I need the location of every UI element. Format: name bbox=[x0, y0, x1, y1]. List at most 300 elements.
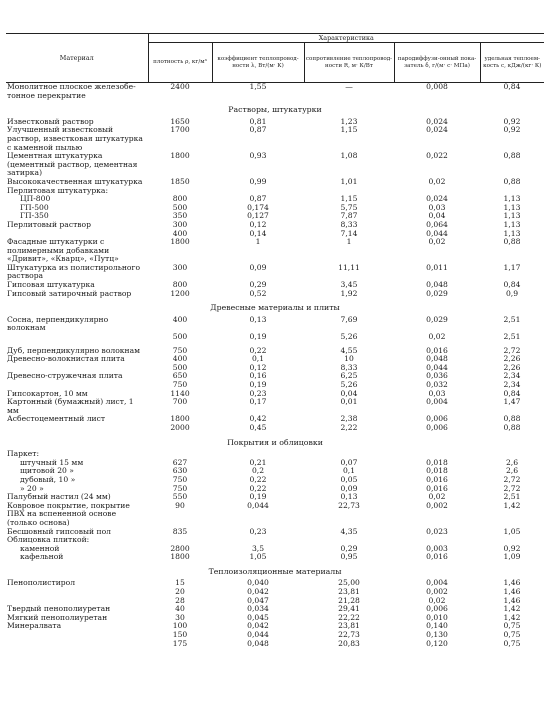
material-cell: Картонный (бумажный) лист, 1 мм bbox=[7, 397, 134, 415]
conductivity-cell: 0,047 bbox=[247, 595, 269, 605]
resistance-cell: 20,83 bbox=[338, 638, 360, 648]
resistance-cell: 23,81 bbox=[338, 587, 360, 597]
material-cell: щитовой 20 » bbox=[20, 466, 74, 476]
heat-capacity-cell: 2,72 bbox=[503, 483, 521, 493]
resistance-cell: 8,33 bbox=[340, 362, 358, 372]
conductivity-cell: 0,52 bbox=[249, 288, 267, 298]
conductivity-cell: 0,87 bbox=[249, 125, 267, 135]
heat-capacity-cell: 1,42 bbox=[503, 604, 521, 614]
heat-capacity-cell: 0,75 bbox=[503, 638, 521, 648]
density-cell: 40 bbox=[175, 604, 185, 614]
table-row bbox=[6, 398, 544, 415]
vapor-cell: 0,044 bbox=[426, 228, 448, 238]
vapor-cell: 0,130 bbox=[426, 630, 448, 640]
vapor-cell: 0,002 bbox=[426, 500, 448, 510]
table-row bbox=[6, 83, 544, 101]
vapor-cell: 0,140 bbox=[426, 621, 448, 631]
material-cell: » 20 » bbox=[20, 483, 44, 493]
resistance-cell: 1,15 bbox=[340, 194, 358, 204]
heat-capacity-cell: 2,34 bbox=[503, 380, 521, 389]
heat-capacity-cell: 0,88 bbox=[503, 237, 521, 247]
conductivity-cell: 0,174 bbox=[247, 202, 269, 212]
resistance-cell: 4,35 bbox=[340, 526, 358, 536]
density-cell: 2400 bbox=[170, 82, 190, 91]
vapor-cell: 0,029 bbox=[426, 314, 448, 324]
resistance-cell: 1,92 bbox=[340, 288, 358, 298]
density-cell: 90 bbox=[175, 500, 185, 510]
conductivity-cell: 1,05 bbox=[249, 552, 267, 562]
resistance-cell: 7,87 bbox=[340, 211, 358, 221]
conductivity-cell: 0,048 bbox=[247, 638, 269, 648]
heat-capacity-cell: 0,88 bbox=[503, 414, 521, 424]
density-cell: 750 bbox=[172, 345, 188, 355]
vapor-cell: 0,023 bbox=[426, 526, 448, 536]
header-characteristics: Характеристика bbox=[148, 33, 544, 43]
table-row bbox=[6, 459, 544, 468]
table-row bbox=[6, 290, 544, 299]
material-cell: Асбестоцементный лист bbox=[7, 414, 106, 424]
vapor-cell: 0,02 bbox=[428, 237, 446, 247]
heat-capacity-cell: 2,51 bbox=[503, 492, 521, 502]
material-cell: Фасадные штукатурки с полимерными добавками «Дривит», «Кварц», «Путц» bbox=[7, 237, 119, 264]
vapor-cell: 0,120 bbox=[426, 638, 448, 648]
conductivity-cell: 0,16 bbox=[249, 371, 267, 381]
resistance-cell: 5,26 bbox=[340, 332, 358, 342]
conductivity-cell: 0,12 bbox=[249, 219, 267, 229]
material-cell: Гипсокартон, 10 мм bbox=[7, 388, 88, 398]
density-cell: 1700 bbox=[170, 125, 190, 135]
table-row bbox=[6, 631, 544, 640]
density-cell: 630 bbox=[172, 466, 188, 476]
density-cell: 700 bbox=[172, 397, 188, 407]
material-cell: Перлитовая штукатурка: bbox=[7, 185, 109, 195]
table-header bbox=[6, 33, 544, 83]
density-cell: 750 bbox=[172, 474, 188, 484]
density-cell: 400 bbox=[172, 228, 188, 238]
conductivity-cell: 0,45 bbox=[249, 422, 267, 432]
resistance-cell: 1 bbox=[346, 237, 352, 247]
heat-capacity-cell: 2,6 bbox=[505, 466, 519, 476]
resistance-cell: 0,1 bbox=[342, 466, 356, 476]
table-row bbox=[6, 545, 544, 554]
density-cell: 835 bbox=[172, 526, 188, 536]
vapor-cell: 0,016 bbox=[426, 345, 448, 355]
density-cell: 550 bbox=[172, 492, 188, 502]
conductivity-cell: 0,87 bbox=[249, 194, 267, 204]
density-cell: 150 bbox=[172, 630, 188, 640]
vapor-cell: 0,036 bbox=[426, 371, 448, 381]
resistance-cell: 11,11 bbox=[338, 262, 360, 272]
heat-capacity-cell: 1,09 bbox=[503, 552, 521, 562]
heat-capacity-cell: 2,51 bbox=[503, 314, 521, 324]
density-cell: 28 bbox=[175, 595, 185, 605]
table-row bbox=[6, 264, 544, 281]
heat-capacity-cell: 2,34 bbox=[503, 371, 521, 381]
conductivity-cell: 0,19 bbox=[249, 332, 267, 342]
density-cell: 20 bbox=[175, 587, 185, 597]
table-row bbox=[6, 126, 544, 152]
material-cell: Древесно-волокнистая плита bbox=[7, 354, 125, 364]
conductivity-cell: 1,55 bbox=[249, 82, 267, 91]
resistance-cell: 22,73 bbox=[338, 500, 360, 510]
table-row bbox=[6, 614, 544, 623]
section-heading-row bbox=[6, 562, 544, 580]
table-row bbox=[6, 187, 544, 196]
material-cell bbox=[6, 333, 148, 342]
resistance-cell: 21,28 bbox=[338, 595, 360, 605]
table-row bbox=[6, 333, 544, 342]
material-cell: Монолитное плоское железобе-тонное перекрытие bbox=[7, 82, 136, 100]
density-cell: 750 bbox=[172, 483, 188, 493]
material-cell: каменной bbox=[20, 543, 60, 553]
material-cell: Гипсовая штукатурка bbox=[7, 280, 95, 290]
resistance-cell: 22,73 bbox=[338, 630, 360, 640]
heat-capacity-cell: 2,6 bbox=[505, 457, 519, 467]
heat-capacity-cell: 0,92 bbox=[503, 125, 521, 135]
table-row bbox=[6, 204, 544, 213]
conductivity-cell: 1 bbox=[255, 237, 261, 247]
heat-capacity-cell: 1,13 bbox=[503, 211, 521, 221]
conductivity-cell: 0,12 bbox=[249, 362, 267, 372]
material-cell: Улучшенный известковый раствор, известковая штукатурка с каменной пылью bbox=[7, 125, 143, 152]
material-cell: ЦП-800 bbox=[20, 194, 51, 204]
resistance-cell: 5,75 bbox=[340, 202, 358, 212]
table-row bbox=[6, 476, 544, 485]
resistance-cell: 1,08 bbox=[340, 151, 358, 161]
vapor-cell: 0,024 bbox=[426, 194, 448, 204]
material-cell: Облицовка плиткой: bbox=[7, 535, 90, 545]
vapor-cell: 0,044 bbox=[426, 362, 448, 372]
material-cell: Высококачественная штукатурка bbox=[7, 176, 143, 186]
material-cell: штучный 15 мм bbox=[20, 457, 84, 467]
conductivity-cell: 0,14 bbox=[249, 228, 267, 238]
heat-capacity-cell: 0,75 bbox=[503, 621, 521, 631]
conductivity-cell: 0,127 bbox=[247, 211, 269, 221]
resistance-cell: 0,07 bbox=[340, 457, 358, 467]
table-row bbox=[6, 450, 544, 459]
conductivity-cell: 0,2 bbox=[251, 466, 265, 476]
section-heading-row bbox=[6, 298, 544, 316]
conductivity-cell: 0,042 bbox=[247, 587, 269, 597]
material-cell: дубовый, 10 » bbox=[20, 474, 76, 484]
density-cell: 1650 bbox=[170, 116, 190, 126]
resistance-cell: 0,09 bbox=[340, 483, 358, 493]
heat-capacity-cell: 1,17 bbox=[503, 262, 521, 272]
table-row bbox=[6, 195, 544, 204]
section-heading: Древесные материалы и плиты bbox=[210, 303, 340, 313]
header-resistance: сопротивление теплопровод-ности R, м· К/Вт bbox=[304, 43, 394, 83]
heat-capacity-cell: 1,05 bbox=[503, 526, 521, 536]
material-cell: Мягкий пенополиуретан bbox=[7, 612, 108, 622]
vapor-cell: 0,010 bbox=[426, 612, 448, 622]
resistance-cell: 7,14 bbox=[340, 228, 358, 238]
resistance-cell: 23,81 bbox=[338, 621, 360, 631]
vapor-cell: 0,02 bbox=[428, 176, 446, 186]
conductivity-cell: 0,29 bbox=[249, 280, 267, 290]
material-cell: Известковый раствор bbox=[7, 116, 94, 126]
density-cell: 1850 bbox=[170, 176, 190, 186]
conductivity-cell: 0,21 bbox=[249, 457, 267, 467]
conductivity-cell: 0,044 bbox=[247, 500, 269, 510]
material-cell bbox=[6, 631, 148, 640]
density-cell: 30 bbox=[175, 612, 185, 622]
heat-capacity-cell: 1,46 bbox=[503, 578, 521, 588]
vapor-cell: 0,004 bbox=[426, 578, 448, 588]
density-cell: 350 bbox=[172, 211, 188, 221]
table-row bbox=[6, 355, 544, 364]
table-row bbox=[6, 316, 544, 333]
resistance-cell: 4,55 bbox=[340, 345, 358, 355]
section-heading: Теплоизоляционные материалы bbox=[208, 566, 342, 576]
material-cell: ГП-350 bbox=[20, 211, 49, 221]
heat-capacity-cell: 0,88 bbox=[503, 176, 521, 186]
conductivity-cell: 0,99 bbox=[249, 176, 267, 186]
vapor-cell: 0,024 bbox=[426, 125, 448, 135]
density-cell: 1800 bbox=[170, 237, 190, 247]
conductivity-cell: 0,034 bbox=[247, 604, 269, 614]
vapor-cell: 0,016 bbox=[426, 552, 448, 562]
resistance-cell: 2,22 bbox=[340, 422, 358, 432]
header-material: Материал bbox=[6, 33, 148, 83]
density-cell: 500 bbox=[172, 202, 188, 212]
material-cell: Минералвата bbox=[7, 621, 62, 631]
resistance-cell: — bbox=[345, 82, 353, 91]
vapor-cell: 0,006 bbox=[426, 414, 448, 424]
vapor-cell: 0,048 bbox=[426, 280, 448, 290]
header-vapor: пародиффузи-онный пока-затель δ, г/(м· с· МПа) bbox=[394, 43, 480, 83]
resistance-cell: 2,38 bbox=[340, 414, 358, 424]
material-cell: Палубный настил (24 мм) bbox=[7, 492, 111, 502]
density-cell: 800 bbox=[172, 280, 188, 290]
heat-capacity-cell: 1,13 bbox=[503, 194, 521, 204]
conductivity-cell: 0,19 bbox=[249, 492, 267, 502]
vapor-cell: 0,016 bbox=[426, 474, 448, 484]
heat-capacity-cell: 1,42 bbox=[503, 500, 521, 510]
table-row bbox=[6, 415, 544, 424]
header-density: плотность ρ, кг/м³ bbox=[148, 43, 212, 83]
density-cell: 500 bbox=[172, 362, 188, 372]
table-row bbox=[6, 536, 544, 545]
material-cell: Перлитовый раствор bbox=[7, 219, 91, 229]
heat-capacity-cell: 1,42 bbox=[503, 612, 521, 622]
material-cell: Сосна, перпендикулярно волокнам bbox=[7, 314, 109, 333]
header-heat-capacity: удельная теплоем-кость с, кДж/(кг· К) bbox=[480, 43, 544, 83]
vapor-cell: 0,048 bbox=[426, 354, 448, 364]
vapor-cell: 0,029 bbox=[426, 288, 448, 298]
vapor-cell: 0,04 bbox=[428, 211, 446, 221]
heat-capacity-cell: 2,26 bbox=[503, 354, 521, 364]
resistance-cell: 8,33 bbox=[340, 219, 358, 229]
material-cell: Ковровое покрытие, покрытие ПВХ на вспененной основе (только основа) bbox=[7, 500, 130, 527]
heat-capacity-cell: 2,72 bbox=[503, 345, 521, 355]
material-cell: Штукатурка из полистирольного раствора bbox=[7, 262, 141, 281]
vapor-cell: 0,011 bbox=[426, 262, 448, 272]
conductivity-cell: 0,09 bbox=[249, 262, 267, 272]
vapor-cell: 0,02 bbox=[428, 595, 446, 605]
resistance-cell: 1,23 bbox=[340, 116, 358, 126]
vapor-cell: 0,008 bbox=[426, 82, 448, 91]
conductivity-cell: 0,040 bbox=[247, 578, 269, 588]
conductivity-cell: 0,17 bbox=[249, 397, 267, 407]
conductivity-cell: 0,22 bbox=[249, 483, 267, 493]
density-cell: 800 bbox=[172, 194, 188, 204]
vapor-cell: 0,006 bbox=[426, 422, 448, 432]
material-cell: Цементная штукатурка (цементный раствор, цементная затирка) bbox=[7, 151, 138, 178]
table-row bbox=[6, 579, 544, 588]
conductivity-cell: 0,1 bbox=[251, 354, 265, 364]
vapor-cell: 0,032 bbox=[426, 380, 448, 389]
material-cell: Паркет: bbox=[7, 449, 40, 459]
vapor-cell: 0,003 bbox=[426, 543, 448, 553]
resistance-cell: 10 bbox=[344, 354, 354, 364]
density-cell: 1800 bbox=[170, 151, 190, 161]
resistance-cell: 0,05 bbox=[340, 474, 358, 484]
table-row bbox=[6, 640, 544, 649]
resistance-cell: 29,41 bbox=[338, 604, 360, 614]
material-cell: Пенополистирол bbox=[7, 578, 76, 588]
resistance-cell: 1,15 bbox=[340, 125, 358, 135]
table-body bbox=[6, 83, 544, 649]
heat-capacity-cell: 1,47 bbox=[503, 397, 521, 407]
resistance-cell: 5,26 bbox=[340, 380, 358, 389]
materials-table bbox=[6, 33, 544, 648]
vapor-cell: 0,018 bbox=[426, 466, 448, 476]
material-cell bbox=[6, 640, 148, 649]
resistance-cell: 3,45 bbox=[340, 280, 358, 290]
vapor-cell: 0,018 bbox=[426, 457, 448, 467]
resistance-cell: 7,69 bbox=[340, 314, 358, 324]
density-cell: 400 bbox=[172, 314, 188, 324]
heat-capacity-cell: 0,9 bbox=[505, 288, 519, 298]
heat-capacity-cell: 2,26 bbox=[503, 362, 521, 372]
conductivity-cell: 0,044 bbox=[247, 630, 269, 640]
vapor-cell: 0,02 bbox=[428, 332, 446, 342]
resistance-cell: 0,01 bbox=[340, 397, 358, 407]
heat-capacity-cell: 0,88 bbox=[503, 151, 521, 161]
resistance-cell: 6,25 bbox=[340, 371, 358, 381]
density-cell: 1800 bbox=[170, 552, 190, 562]
vapor-cell: 0,016 bbox=[426, 483, 448, 493]
table-row bbox=[6, 467, 544, 476]
conductivity-cell: 3,5 bbox=[251, 543, 265, 553]
density-cell: 500 bbox=[172, 332, 188, 342]
density-cell: 2800 bbox=[170, 543, 190, 553]
table-row bbox=[6, 588, 544, 597]
density-cell: 300 bbox=[172, 262, 188, 272]
section-heading-row bbox=[6, 433, 544, 451]
resistance-cell: 22,22 bbox=[338, 612, 360, 622]
vapor-cell: 0,03 bbox=[428, 388, 446, 398]
heat-capacity-cell: 2,51 bbox=[503, 332, 521, 342]
heat-capacity-cell: 1,46 bbox=[503, 595, 521, 605]
density-cell: 15 bbox=[175, 578, 185, 588]
header-conductivity: коэффициент теплопровод-ности λ, Вт/(м· К) bbox=[212, 43, 304, 83]
material-cell bbox=[6, 588, 148, 597]
conductivity-cell: 0,81 bbox=[249, 116, 267, 126]
heat-capacity-cell: 0,75 bbox=[503, 630, 521, 640]
table-row bbox=[6, 221, 544, 230]
density-cell: 1140 bbox=[170, 388, 190, 398]
resistance-cell: 1,01 bbox=[340, 176, 358, 186]
density-cell: 650 bbox=[172, 371, 188, 381]
density-cell: 300 bbox=[172, 219, 188, 229]
vapor-cell: 0,002 bbox=[426, 587, 448, 597]
vapor-cell: 0,064 bbox=[426, 219, 448, 229]
conductivity-cell: 0,23 bbox=[249, 526, 267, 536]
conductivity-cell: 0,042 bbox=[247, 621, 269, 631]
density-cell: 750 bbox=[172, 380, 188, 389]
table-row bbox=[6, 424, 544, 433]
heat-capacity-cell: 2,72 bbox=[503, 474, 521, 484]
density-cell: 1200 bbox=[170, 288, 190, 298]
conductivity-cell: 0,22 bbox=[249, 474, 267, 484]
material-cell: Гипсовый затирочный раствор bbox=[7, 288, 132, 298]
material-cell: Бесшовный гипсовый пол bbox=[7, 526, 111, 536]
table-row bbox=[6, 372, 544, 381]
conductivity-cell: 0,19 bbox=[249, 380, 267, 389]
table-row bbox=[6, 502, 544, 528]
table-row bbox=[6, 152, 544, 178]
conductivity-cell: 0,22 bbox=[249, 345, 267, 355]
material-cell bbox=[6, 424, 148, 433]
material-cell: Дуб, перпендикулярно волокнам bbox=[7, 345, 141, 355]
density-cell: 627 bbox=[172, 457, 188, 467]
table-row bbox=[6, 622, 544, 631]
density-cell: 400 bbox=[172, 354, 188, 364]
resistance-cell: 0,13 bbox=[340, 492, 358, 502]
vapor-cell: 0,022 bbox=[426, 151, 448, 161]
resistance-cell: 0,04 bbox=[340, 388, 358, 398]
heat-capacity-cell: 1,13 bbox=[503, 202, 521, 212]
material-cell: Твердый пенополиуретан bbox=[7, 604, 111, 614]
conductivity-cell: 0,045 bbox=[247, 612, 269, 622]
vapor-cell: 0,024 bbox=[426, 116, 448, 126]
vapor-cell: 0,004 bbox=[426, 397, 448, 407]
heat-capacity-cell: 0,84 bbox=[503, 82, 521, 91]
density-cell: 175 bbox=[172, 638, 188, 648]
vapor-cell: 0,03 bbox=[428, 202, 446, 212]
heat-capacity-cell: 0,92 bbox=[503, 543, 521, 553]
conductivity-cell: 0,93 bbox=[249, 151, 267, 161]
resistance-cell: 25,00 bbox=[338, 578, 360, 588]
heat-capacity-cell: 1,46 bbox=[503, 587, 521, 597]
heat-capacity-cell: 0,84 bbox=[503, 388, 521, 398]
vapor-cell: 0,02 bbox=[428, 492, 446, 502]
section-heading-row bbox=[6, 100, 544, 118]
material-cell: ГП-500 bbox=[20, 202, 49, 212]
heat-capacity-cell: 0,84 bbox=[503, 280, 521, 290]
resistance-cell: 0,29 bbox=[340, 543, 358, 553]
heat-capacity-cell: 1,13 bbox=[503, 219, 521, 229]
vapor-cell: 0,006 bbox=[426, 604, 448, 614]
density-cell: 2000 bbox=[170, 422, 190, 432]
material-cell: Древесно-стружечная плита bbox=[7, 371, 123, 381]
heat-capacity-cell: 0,92 bbox=[503, 116, 521, 126]
density-cell: 1800 bbox=[170, 414, 190, 424]
section-heading: Покрытия и облицовки bbox=[227, 437, 323, 447]
heat-capacity-cell: 0,88 bbox=[503, 422, 521, 432]
table-row bbox=[6, 553, 544, 562]
material-cell: кафельной bbox=[20, 552, 64, 562]
resistance-cell: 0,95 bbox=[340, 552, 358, 562]
heat-capacity-cell: 1,13 bbox=[503, 228, 521, 238]
conductivity-cell: 0,23 bbox=[249, 388, 267, 398]
density-cell: 100 bbox=[172, 621, 188, 631]
conductivity-cell: 0,13 bbox=[249, 314, 267, 324]
conductivity-cell: 0,42 bbox=[249, 414, 267, 424]
table-row bbox=[6, 238, 544, 264]
section-heading: Растворы, штукатурки bbox=[228, 105, 322, 115]
